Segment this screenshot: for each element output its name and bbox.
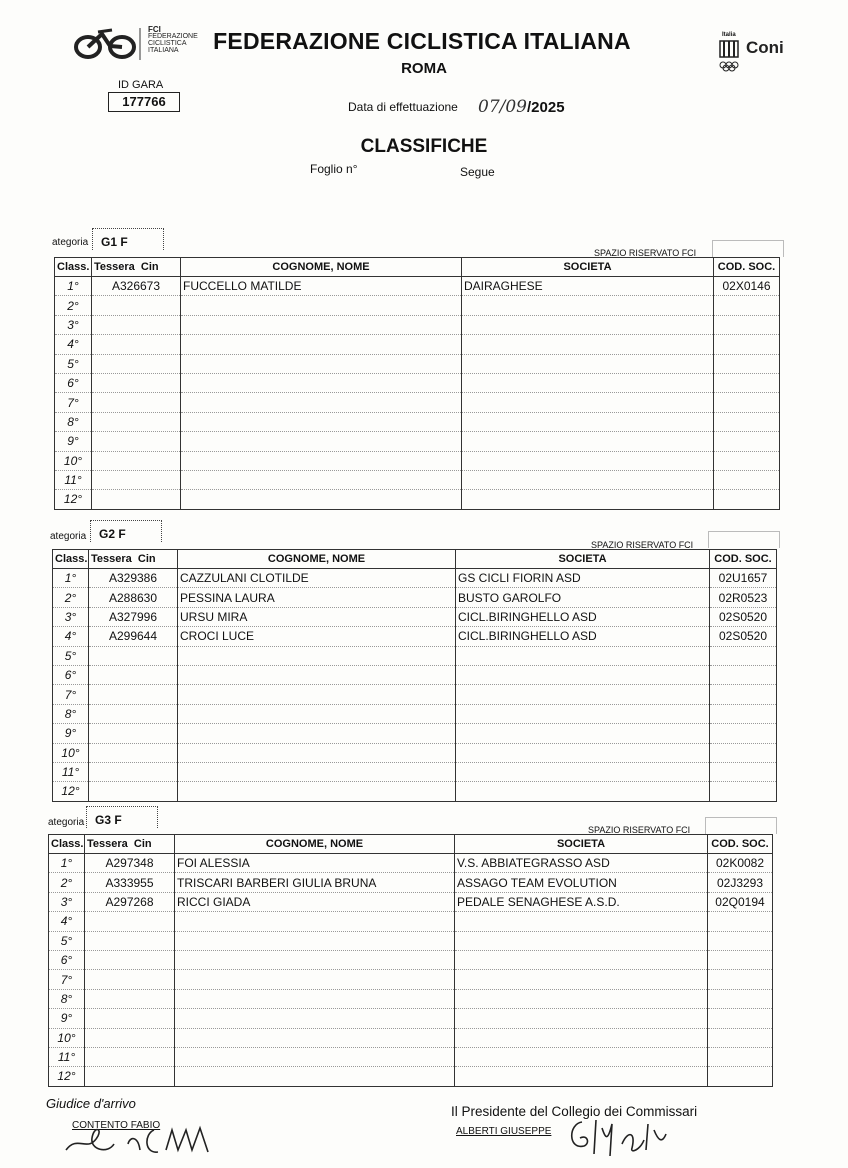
rank-position: 7° — [55, 393, 92, 412]
athlete-name-cell — [175, 1067, 455, 1086]
category-name: G1 F — [92, 228, 164, 250]
col-tessera: Tessera Cin — [85, 835, 175, 854]
table-row — [49, 931, 773, 950]
category-label: ategoria — [50, 531, 87, 542]
team-code-cell — [710, 762, 777, 781]
athlete-name-cell: PESSINA LAURA — [178, 588, 456, 607]
tessera-cell — [85, 1009, 175, 1028]
team-cell — [455, 912, 708, 931]
col-tessera: Tessera Cin — [89, 550, 178, 569]
team-code-cell: 02Q0194 — [708, 892, 773, 911]
athlete-name-cell — [181, 354, 462, 373]
giudice-name: CONTENTO FABIO — [72, 1120, 161, 1131]
athlete-name-cell: FUCCELLO MATILDE — [181, 277, 462, 296]
team-cell — [456, 665, 710, 684]
rank-position: 9° — [53, 724, 89, 743]
team-code-cell — [708, 931, 773, 950]
team-cell — [462, 393, 714, 412]
col-nome: COGNOME, NOME — [181, 258, 462, 277]
athlete-name-cell: URSU MIRA — [178, 607, 456, 626]
ranking-table-g2 — [52, 549, 777, 802]
rank-position: 2° — [55, 296, 92, 315]
table-row — [49, 950, 773, 969]
tessera-cell: A288630 — [89, 588, 178, 607]
table-row — [49, 970, 773, 989]
athlete-name-cell — [181, 470, 462, 489]
tessera-cell — [89, 665, 178, 684]
coni-word: Coni — [746, 38, 784, 57]
coni-italia-text: Italia — [722, 32, 736, 38]
team-code-cell — [714, 393, 780, 412]
athlete-name-cell — [175, 931, 455, 950]
athlete-name-cell — [181, 490, 462, 509]
rank-position: 5° — [55, 354, 92, 373]
team-code-cell: 02R0523 — [710, 588, 777, 607]
athlete-name-cell — [178, 743, 456, 762]
tessera-cell: A299644 — [89, 627, 178, 646]
giudice-signature — [58, 1114, 218, 1160]
tessera-cell — [85, 912, 175, 931]
athlete-name-cell — [178, 782, 456, 801]
org-title: FEDERAZIONE CICLISTICA ITALIANA — [213, 28, 631, 54]
table-row — [49, 912, 773, 931]
team-code-cell — [714, 412, 780, 431]
rank-position: 11° — [49, 1047, 85, 1066]
date-label: Data di effettuazione — [348, 100, 458, 114]
rank-position: 1° — [49, 854, 85, 873]
team-cell — [455, 1009, 708, 1028]
rank-position: 6° — [53, 665, 89, 684]
tessera-cell — [89, 704, 178, 723]
table-row — [55, 490, 780, 509]
team-code-cell — [714, 315, 780, 334]
team-cell: CICL.BIRINGHELLO ASD — [456, 607, 710, 626]
athlete-name-cell — [181, 393, 462, 412]
table-row — [53, 724, 777, 743]
team-cell — [456, 685, 710, 704]
team-code-cell: 02U1657 — [710, 569, 777, 588]
team-cell — [455, 1047, 708, 1066]
col-societa: SOCIETA — [462, 258, 714, 277]
col-cod: COD. SOC. — [714, 258, 780, 277]
athlete-name-cell — [175, 1047, 455, 1066]
team-cell — [455, 1067, 708, 1086]
tessera-cell — [92, 490, 181, 509]
table-row — [49, 1047, 773, 1066]
rank-position: 1° — [55, 277, 92, 296]
col-societa: SOCIETA — [455, 835, 708, 854]
col-tessera: Tessera Cin — [92, 258, 181, 277]
presidente-label: Il Presidente del Collegio dei Commissari — [451, 1104, 698, 1119]
athlete-name-cell — [181, 315, 462, 334]
tessera-cell — [89, 685, 178, 704]
tessera-cell — [89, 762, 178, 781]
rank-position: 3° — [53, 607, 89, 626]
team-code-cell — [710, 685, 777, 704]
tessera-cell — [92, 354, 181, 373]
rank-position: 12° — [55, 490, 92, 509]
rank-position: 5° — [53, 646, 89, 665]
rank-position: 6° — [49, 950, 85, 969]
rank-position: 9° — [49, 1009, 85, 1028]
team-cell: GS CICLI FIORIN ASD — [456, 569, 710, 588]
team-code-cell: 02S0520 — [710, 607, 777, 626]
team-code-cell — [708, 1067, 773, 1086]
fci-logo-text: FCI FEDERAZIONE CICLISTICA ITALIANA — [148, 25, 198, 54]
team-cell — [462, 373, 714, 392]
rank-position: 4° — [49, 912, 85, 931]
rank-position: 4° — [55, 335, 92, 354]
id-gara-label: ID GARA — [118, 79, 164, 91]
team-code-cell: 02X0146 — [714, 277, 780, 296]
table-row — [53, 588, 777, 607]
team-cell: BUSTO GAROLFO — [456, 588, 710, 607]
rank-position: 10° — [53, 743, 89, 762]
athlete-name-cell — [175, 989, 455, 1008]
team-code-cell — [708, 970, 773, 989]
tessera-cell: A326673 — [92, 277, 181, 296]
col-nome: COGNOME, NOME — [175, 835, 455, 854]
tessera-cell: A329386 — [89, 569, 178, 588]
table-row — [55, 451, 780, 470]
tessera-cell — [92, 296, 181, 315]
org-city: ROMA — [401, 60, 447, 77]
rank-position: 6° — [55, 373, 92, 392]
table-row — [55, 432, 780, 451]
tessera-cell — [92, 451, 181, 470]
tessera-cell — [85, 950, 175, 969]
tessera-cell — [92, 373, 181, 392]
col-societa: SOCIETA — [456, 550, 710, 569]
tessera-cell — [92, 412, 181, 431]
rank-position: 4° — [53, 627, 89, 646]
rank-position: 8° — [53, 704, 89, 723]
tessera-cell — [85, 970, 175, 989]
team-cell: CICL.BIRINGHELLO ASD — [456, 627, 710, 646]
rank-position: 10° — [49, 1028, 85, 1047]
table-row — [53, 762, 777, 781]
team-code-cell — [710, 704, 777, 723]
date-handwritten: 07/09 — [478, 97, 527, 117]
reserved-label: SPAZIO RISERVATO FCI — [588, 825, 691, 835]
tessera-cell — [85, 989, 175, 1008]
tessera-cell — [85, 1028, 175, 1047]
tessera-cell — [92, 393, 181, 412]
ranking-table-g1 — [54, 257, 780, 510]
table-row — [55, 373, 780, 392]
team-cell — [456, 646, 710, 665]
athlete-name-cell — [181, 335, 462, 354]
team-code-cell — [708, 1047, 773, 1066]
athlete-name-cell — [175, 912, 455, 931]
team-code-cell — [714, 373, 780, 392]
team-code-cell — [708, 912, 773, 931]
athlete-name-cell — [178, 646, 456, 665]
table-row — [55, 315, 780, 334]
team-cell — [462, 296, 714, 315]
segue-label: Segue — [460, 165, 495, 179]
col-cod: COD. SOC. — [708, 835, 773, 854]
table-row — [53, 743, 777, 762]
table-row — [55, 335, 780, 354]
date-value: 07/09/2025 — [478, 97, 565, 117]
team-cell — [456, 743, 710, 762]
table-row — [55, 412, 780, 431]
rank-position: 8° — [49, 989, 85, 1008]
reserved-box — [712, 240, 784, 257]
team-cell — [462, 451, 714, 470]
tessera-cell — [92, 432, 181, 451]
athlete-name-cell — [181, 373, 462, 392]
athlete-name-cell — [181, 432, 462, 451]
team-cell — [462, 354, 714, 373]
table-row — [49, 1009, 773, 1028]
athlete-name-cell — [178, 704, 456, 723]
tessera-cell — [92, 335, 181, 354]
team-cell — [462, 490, 714, 509]
page-title: CLASSIFICHE — [360, 136, 488, 157]
table-row — [53, 704, 777, 723]
rank-position: 3° — [55, 315, 92, 334]
team-code-cell: 02J3293 — [708, 873, 773, 892]
tessera-cell: A297268 — [85, 892, 175, 911]
tessera-cell — [89, 782, 178, 801]
team-code-cell: 02K0082 — [708, 854, 773, 873]
table-row — [55, 470, 780, 489]
tessera-cell: A297348 — [85, 854, 175, 873]
team-cell — [456, 762, 710, 781]
giudice-label: Giudice d'arrivo — [46, 1096, 136, 1111]
team-code-cell — [714, 354, 780, 373]
team-code-cell — [714, 451, 780, 470]
col-nome: COGNOME, NOME — [178, 550, 456, 569]
rank-position: 12° — [49, 1067, 85, 1086]
tessera-cell — [92, 470, 181, 489]
team-cell — [462, 412, 714, 431]
team-cell — [456, 704, 710, 723]
team-cell — [455, 1028, 708, 1047]
table-row — [53, 665, 777, 684]
athlete-name-cell — [175, 1028, 455, 1047]
team-cell — [462, 432, 714, 451]
athlete-name-cell — [178, 665, 456, 684]
rank-position: 7° — [49, 970, 85, 989]
presidente-name: ALBERTI GIUSEPPE — [456, 1126, 552, 1137]
table-row — [55, 277, 780, 296]
tessera-cell: A327996 — [89, 607, 178, 626]
team-code-cell — [708, 1009, 773, 1028]
reserved-box — [708, 531, 780, 548]
team-code-cell — [708, 989, 773, 1008]
category-label: ategoria — [48, 817, 85, 828]
athlete-name-cell — [175, 1009, 455, 1028]
team-code-cell — [714, 490, 780, 509]
tessera-cell: A333955 — [85, 873, 175, 892]
team-code-cell — [710, 665, 777, 684]
athlete-name-cell: FOI ALESSIA — [175, 854, 455, 873]
rank-position: 1° — [53, 569, 89, 588]
athlete-name-cell: CROCI LUCE — [178, 627, 456, 646]
team-cell: PEDALE SENAGHESE A.S.D. — [455, 892, 708, 911]
team-code-cell — [710, 646, 777, 665]
tessera-cell — [85, 1067, 175, 1086]
table-row — [53, 569, 777, 588]
category-name: G2 F — [90, 520, 162, 542]
team-code-cell — [714, 296, 780, 315]
table-row — [53, 607, 777, 626]
rank-position: 3° — [49, 892, 85, 911]
table-row — [49, 1028, 773, 1047]
athlete-name-cell — [178, 724, 456, 743]
athlete-name-cell — [181, 451, 462, 470]
athlete-name-cell — [178, 762, 456, 781]
table-row — [55, 393, 780, 412]
table-row — [49, 892, 773, 911]
tessera-cell — [85, 931, 175, 950]
rank-position: 8° — [55, 412, 92, 431]
tessera-cell — [85, 1047, 175, 1066]
athlete-name-cell — [181, 412, 462, 431]
col-class: Class. — [49, 835, 85, 854]
team-cell — [462, 315, 714, 334]
athlete-name-cell — [175, 950, 455, 969]
table-row — [49, 989, 773, 1008]
table-row — [49, 854, 773, 873]
foglio-label: Foglio n° — [310, 162, 358, 176]
team-cell — [462, 470, 714, 489]
athlete-name-cell — [181, 296, 462, 315]
category-label: ategoria — [52, 237, 89, 248]
team-code-cell — [708, 950, 773, 969]
reserved-box — [705, 817, 777, 834]
table-row — [53, 627, 777, 646]
team-code-cell — [710, 724, 777, 743]
team-code-cell — [710, 743, 777, 762]
team-code-cell — [708, 1028, 773, 1047]
rank-position: 10° — [55, 451, 92, 470]
tessera-cell — [89, 724, 178, 743]
team-code-cell — [714, 335, 780, 354]
table-row — [49, 873, 773, 892]
team-cell — [455, 931, 708, 950]
reserved-label: SPAZIO RISERVATO FCI — [594, 248, 697, 258]
reserved-label: SPAZIO RISERVATO FCI — [591, 540, 694, 550]
athlete-name-cell — [175, 970, 455, 989]
col-class: Class. — [53, 550, 89, 569]
team-code-cell — [710, 782, 777, 801]
team-cell: DAIRAGHESE — [462, 277, 714, 296]
rank-position: 11° — [53, 762, 89, 781]
table-row — [49, 1067, 773, 1086]
rank-position: 2° — [53, 588, 89, 607]
category-name: G3 F — [86, 806, 158, 828]
presidente-signature — [562, 1110, 672, 1160]
team-cell — [456, 724, 710, 743]
rank-position: 11° — [55, 470, 92, 489]
tessera-cell — [92, 315, 181, 334]
tessera-cell — [89, 743, 178, 762]
rank-position: 7° — [53, 685, 89, 704]
team-code-cell — [714, 432, 780, 451]
team-code-cell — [714, 470, 780, 489]
col-cod: COD. SOC. — [710, 550, 777, 569]
team-cell: ASSAGO TEAM EVOLUTION — [455, 873, 708, 892]
ranking-table-g3 — [48, 834, 773, 1087]
team-cell — [455, 970, 708, 989]
athlete-name-cell — [178, 685, 456, 704]
team-cell — [462, 335, 714, 354]
rank-position: 9° — [55, 432, 92, 451]
table-row — [55, 354, 780, 373]
athlete-name-cell: TRISCARI BARBERI GIULIA BRUNA — [175, 873, 455, 892]
table-row — [53, 685, 777, 704]
rank-position: 12° — [53, 782, 89, 801]
rank-position: 2° — [49, 873, 85, 892]
team-cell: V.S. ABBIATEGRASSO ASD — [455, 854, 708, 873]
id-gara-value: 177766 — [108, 92, 180, 112]
team-cell — [455, 989, 708, 1008]
athlete-name-cell: RICCI GIADA — [175, 892, 455, 911]
team-code-cell: 02S0520 — [710, 627, 777, 646]
team-cell — [456, 782, 710, 801]
athlete-name-cell: CAZZULANI CLOTILDE — [178, 569, 456, 588]
team-cell — [455, 950, 708, 969]
tessera-cell — [89, 646, 178, 665]
rank-position: 5° — [49, 931, 85, 950]
table-row — [55, 296, 780, 315]
table-row — [53, 782, 777, 801]
table-row — [53, 646, 777, 665]
col-class: Class. — [55, 258, 92, 277]
